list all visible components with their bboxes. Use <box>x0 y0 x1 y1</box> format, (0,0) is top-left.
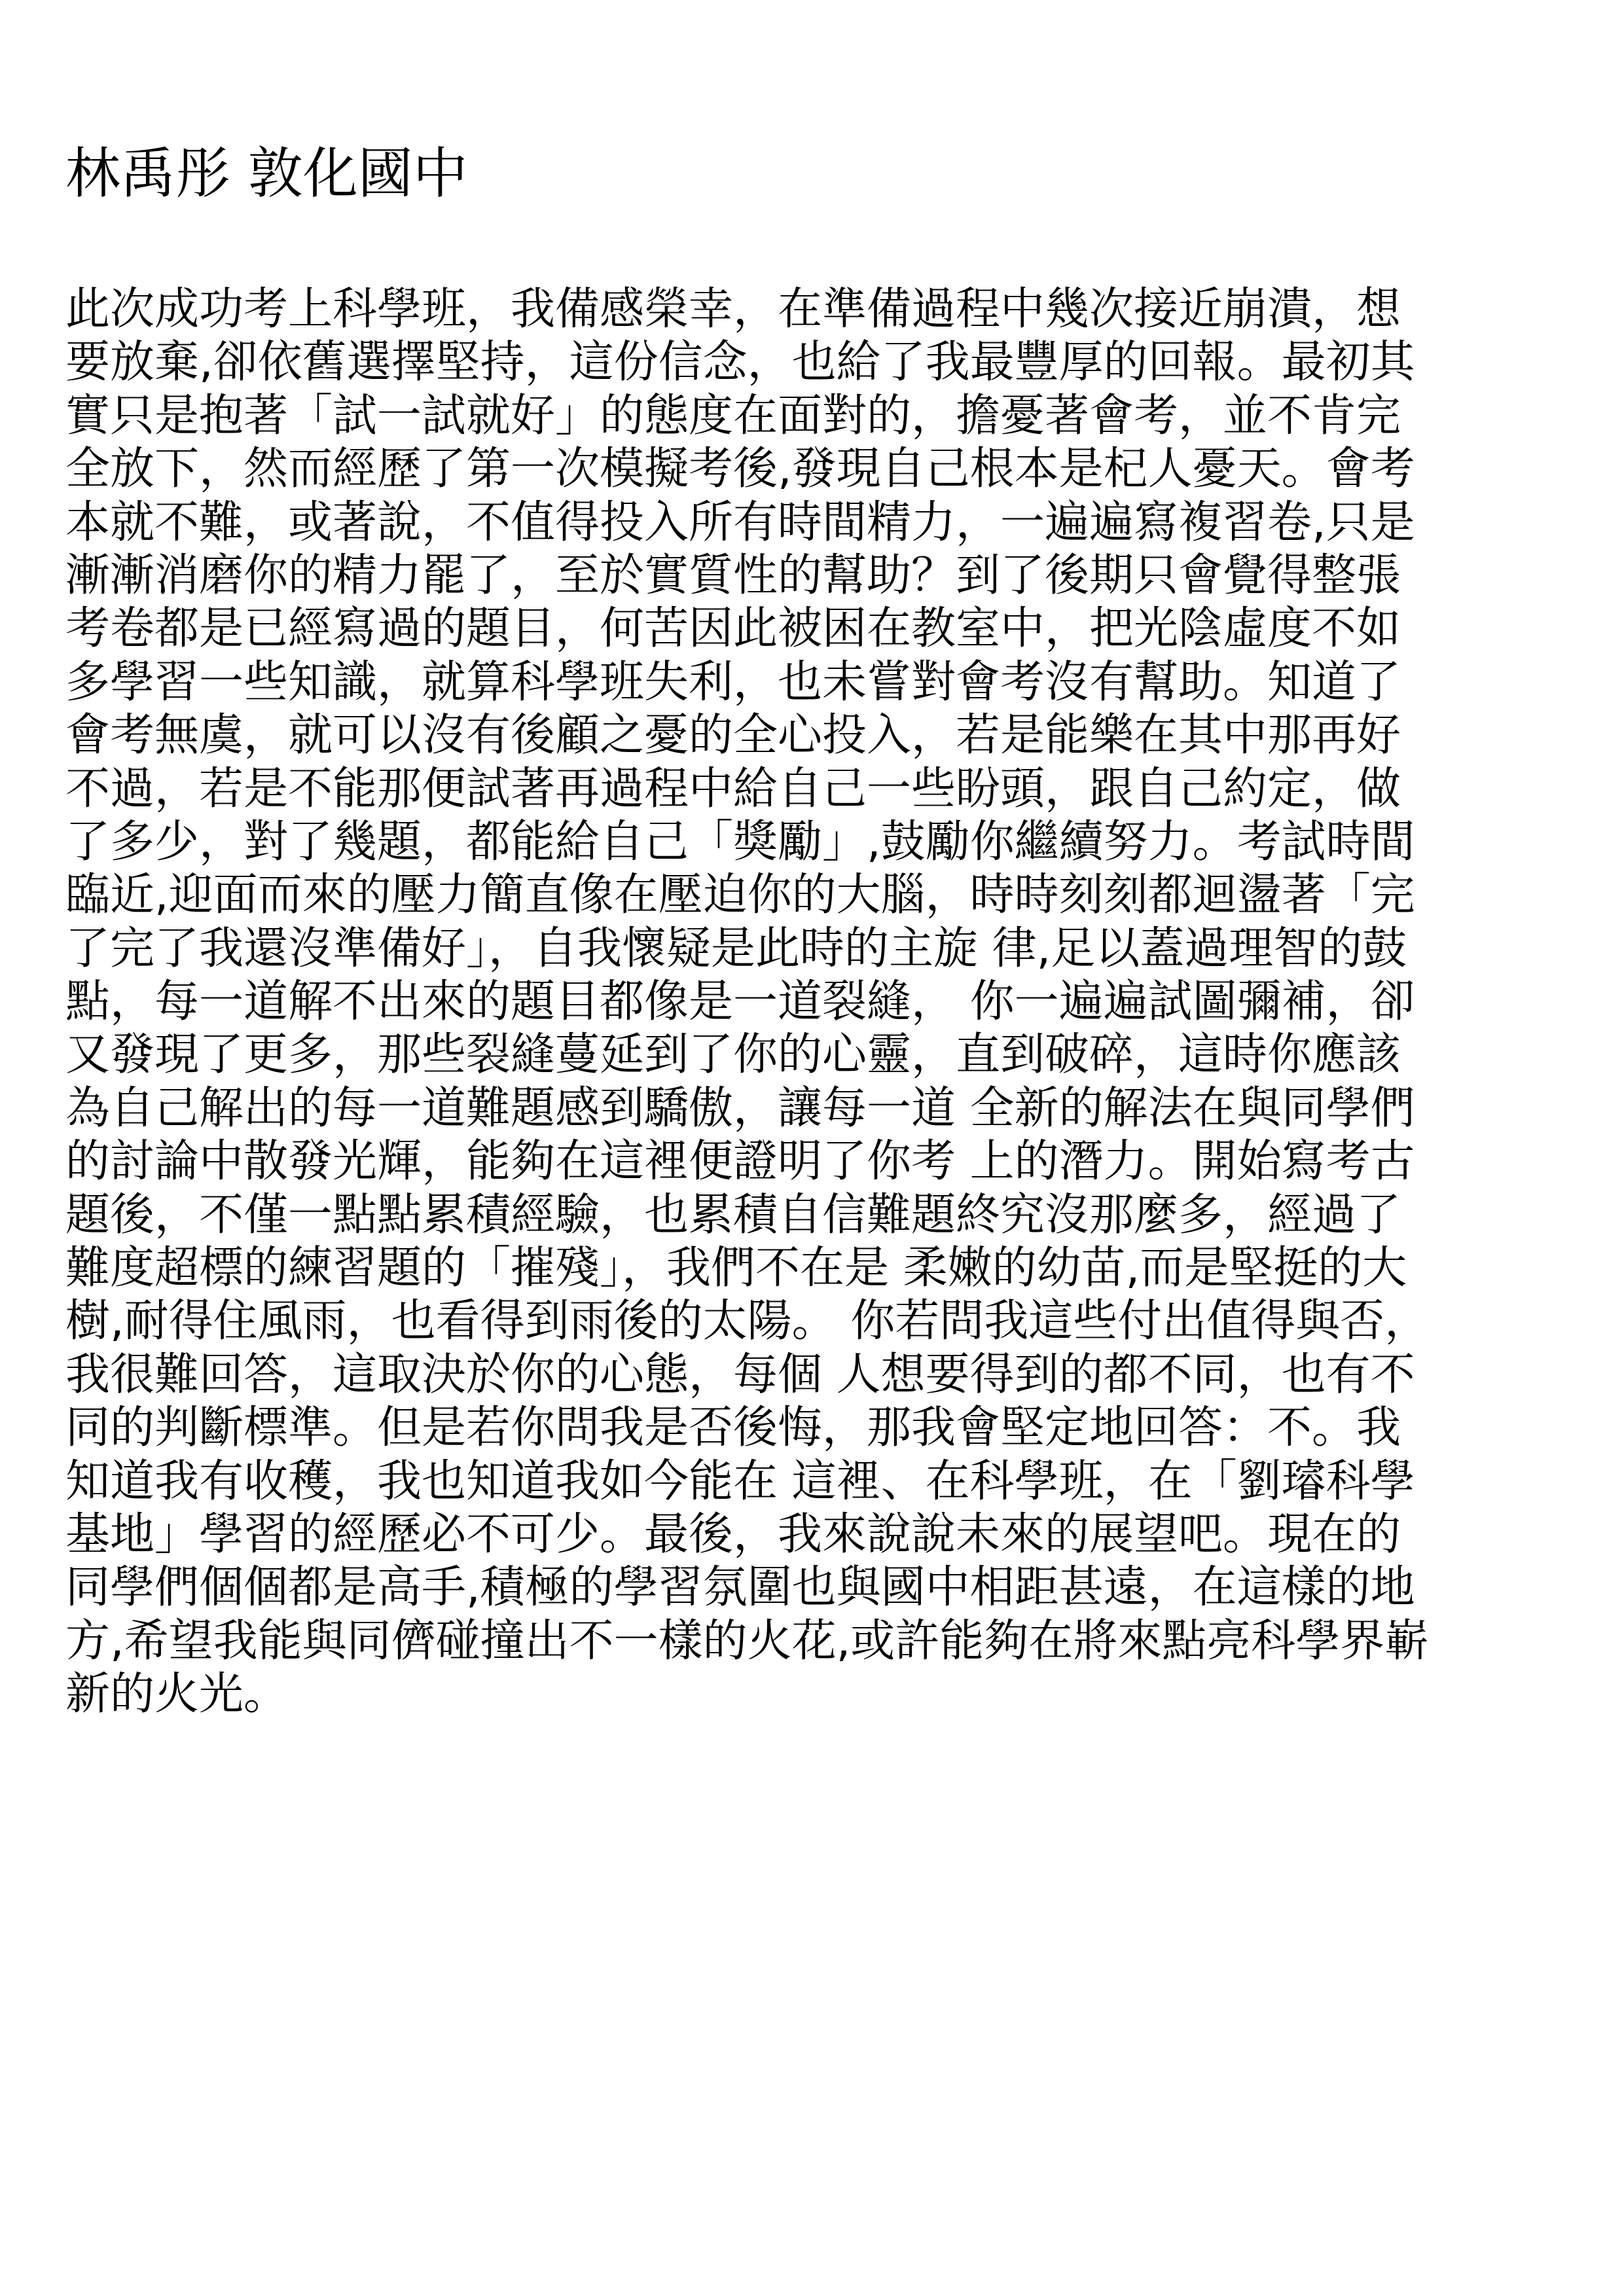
text-line: 樹,耐得住風雨，也看得到雨後的太陽。 你若問我這些付出值得與否， <box>65 1295 1430 1348</box>
text-line: 此次成功考上科學班，我備感榮幸，在準備過程中幾次接近崩潰，想 <box>65 283 1401 335</box>
page-title: 林禹彤 敦化國中 <box>65 141 468 206</box>
text-line: 了完了我還沒準備好」，自我懷疑是此時的主旋 律,足以蓋過理智的鼓 <box>65 922 1407 975</box>
text-line: 全放下，然而經歷了第一次模擬考後,發現自己根本是杞人憂天。會考 <box>65 443 1415 495</box>
text-line: 難度超標的練習題的「摧殘」，我們不在是 柔嫩的幼苗,而是堅挺的大 <box>65 1242 1407 1295</box>
text-line: 不過，若是不能那便試著再過程中給自己一些盼頭，跟自己約定，做 <box>65 762 1401 815</box>
text-line: 又發現了更多，那些裂縫蔓延到了你的心靈，直到破碎，這時你應該 <box>65 1029 1401 1081</box>
text-line: 多學習一些知識，就算科學班失利，也未嘗對會考沒有幫助。知道了 <box>65 656 1401 708</box>
text-line: 知道我有收穫，我也知道我如今能在 這裡、在科學班，在「劉璿科學 <box>65 1455 1415 1507</box>
text-line: 臨近,迎面而來的壓力簡直像在壓迫你的大腦，時時刻刻都迴盪著「完 <box>65 869 1415 922</box>
text-line: 同的判斷標準。但是若你問我是否後悔，那我會堅定地回答：不。我 <box>65 1402 1401 1454</box>
text-line: 我很難回答，這取決於你的心態，每個 人想要得到的都不同，也有不 <box>65 1348 1415 1401</box>
text-line: 要放棄,卻依舊選擇堅持，這份信念，也給了我最豐厚的回報。最初其 <box>65 336 1415 389</box>
essay-body <box>65 283 1571 1721</box>
text-line: 本就不難，或著說，不值得投入所有時間精力，一遍遍寫複習卷,只是 <box>65 496 1415 548</box>
text-line: 同學們個個都是高手,積極的學習氛圍也與國中相距甚遠，在這樣的地 <box>65 1562 1415 1614</box>
text-line: 會考無虞，就可以沒有後顧之憂的全心投入，若是能樂在其中那再好 <box>65 709 1401 762</box>
text-line: 的討論中散發光輝，能夠在這裡便證明了你考 上的潛力。開始寫考古 <box>65 1136 1415 1188</box>
text-line: 漸漸消磨你的精力罷了，至於實質性的幫助？到了後期只會覺得整張 <box>65 549 1401 601</box>
text-line: 了多少，對了幾題，都能給自己「獎勵」,鼓勵你繼續努力。考試時間 <box>65 816 1415 868</box>
text-line: 為自己解出的每一道難題感到驕傲，讓每一道 全新的解法在與同學們 <box>65 1082 1415 1134</box>
text-line: 考卷都是已經寫過的題目，何苦因此被困在教室中，把光陰虛度不如 <box>65 603 1401 655</box>
text-line: 新的火光。 <box>65 1668 289 1721</box>
text-line: 點，每一道解不出來的題目都像是一道裂縫， 你一遍遍試圖彌補，卻 <box>65 976 1415 1028</box>
text-line: 實只是抱著「試一試就好」的態度在面對的，擔憂著會考，並不肯完 <box>65 389 1401 442</box>
text-line: 題後，不僅一點點累積經驗，也累積自信難題終究沒那麼多，經過了 <box>65 1189 1401 1241</box>
text-line: 方,希望我能與同儕碰撞出不一樣的火花,或許能夠在將來點亮科學界嶄 <box>65 1615 1430 1667</box>
text-line: 基地」學習的經歷必不可少。最後，我來說說未來的展望吧。現在的 <box>65 1508 1401 1560</box>
